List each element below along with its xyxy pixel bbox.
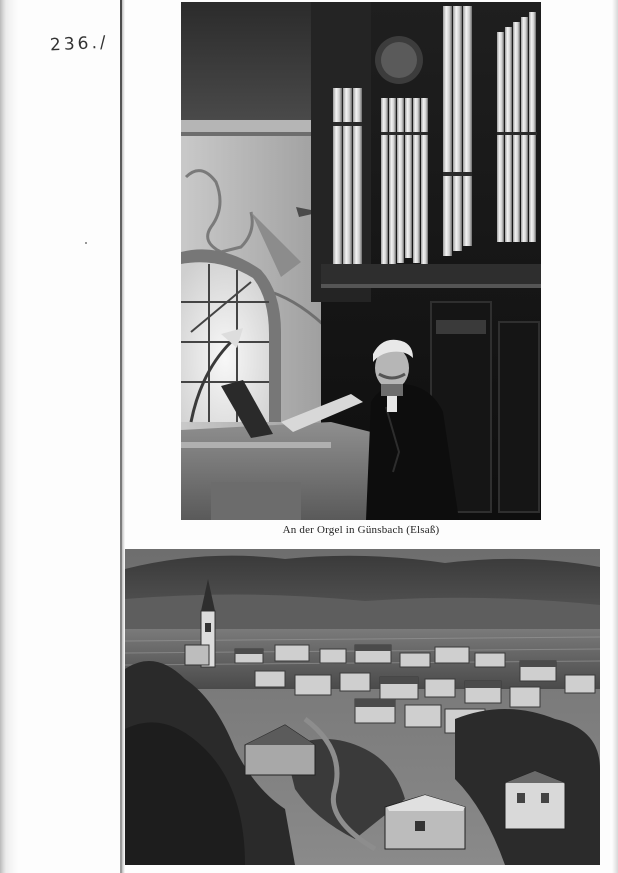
page-edge-right: [612, 0, 618, 873]
scan-speck: [85, 242, 87, 244]
village-photo: [125, 549, 600, 865]
page-number: 236./: [49, 32, 110, 56]
organ-photo-illustration: [181, 2, 541, 520]
organ-photo: [181, 2, 541, 520]
village-photo-illustration: [125, 549, 600, 865]
photo-caption: An der Orgel in Günsbach (Elsaß): [282, 524, 440, 536]
scan-edge: [0, 0, 18, 873]
